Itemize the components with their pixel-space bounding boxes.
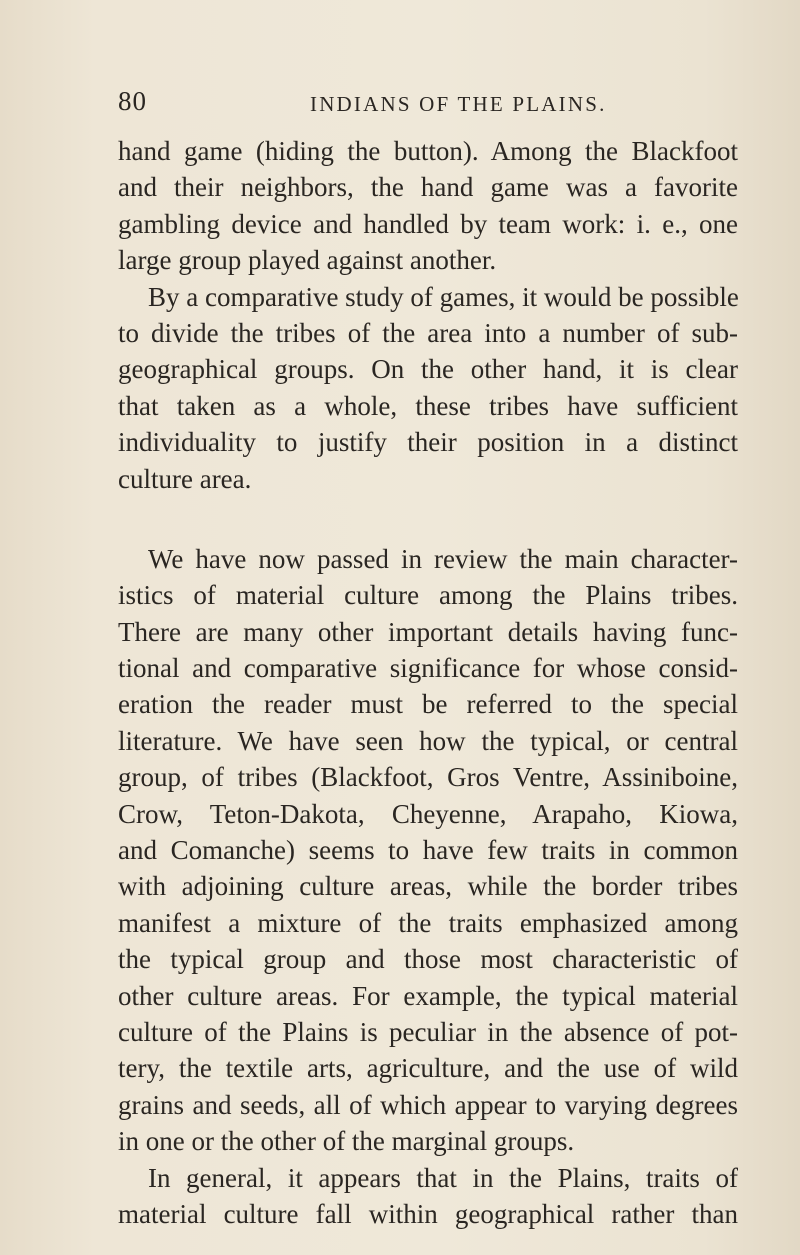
text-line: in one or the other of the marginal groups. bbox=[118, 1126, 575, 1157]
text-line: eration the reader must be referred to the special bbox=[118, 689, 738, 720]
paragraph bbox=[118, 133, 738, 279]
body-text bbox=[118, 133, 738, 1232]
text-line: material culture fall within geographical rather than bbox=[118, 1198, 738, 1229]
text-line: geographical groups. On the other hand, it is clear bbox=[118, 354, 738, 385]
text-line: hand game (hiding the button). Among the Blackfoot bbox=[118, 136, 738, 166]
text-line: individuality to justify their position in a distinct bbox=[118, 427, 738, 458]
page-number: 80 bbox=[118, 86, 147, 116]
running-title: INDIANS OF THE PLAINS. bbox=[310, 92, 607, 116]
paragraph bbox=[118, 279, 738, 497]
text-line: culture area. bbox=[118, 463, 252, 494]
text-line: group, of tribes (Blackfoot, Gros Ventre, Assiniboine, bbox=[118, 762, 738, 793]
text-line: We have now passed in review the main character- bbox=[148, 543, 738, 574]
text-line: tional and comparative significance for whose consid- bbox=[118, 653, 738, 684]
text-line: In general, it appears that in the Plains, traits of bbox=[148, 1162, 738, 1193]
text-line: gambling device and handled by team work: i. e., one bbox=[118, 208, 738, 239]
text-line: grains and seeds, all of which appear to varying degrees bbox=[118, 1089, 738, 1120]
running-head bbox=[118, 86, 738, 120]
text-line: and Comanche) seems to have few traits in common bbox=[118, 835, 738, 866]
text-line: istics of material culture among the Plains tribes. bbox=[118, 580, 738, 611]
text-line: There are many other important details having func- bbox=[118, 616, 738, 647]
text-line: culture of the Plains is peculiar in the absence of pot- bbox=[118, 1016, 738, 1047]
section-break bbox=[118, 497, 738, 541]
text-line: By a comparative study of games, it would be possible bbox=[148, 281, 739, 312]
text-line: with adjoining culture areas, while the border tribes bbox=[118, 871, 738, 902]
text-line: that taken as a whole, these tribes have sufficient bbox=[118, 390, 738, 421]
text-line: and their neighbors, the hand game was a favorite bbox=[118, 172, 738, 203]
text-line: literature. We have seen how the typical, or central bbox=[118, 725, 738, 756]
text-line: Crow, Teton-Dakota, Cheyenne, Arapaho, Kiowa, bbox=[118, 798, 738, 829]
paragraph bbox=[118, 541, 738, 1160]
text-line: to divide the tribes of the area into a number of sub- bbox=[118, 317, 738, 348]
text-line: large group played against another. bbox=[118, 245, 497, 276]
text-line: tery, the textile arts, agriculture, and the use of wild bbox=[118, 1053, 738, 1084]
paragraph bbox=[118, 1160, 738, 1233]
text-line: other culture areas. For example, the typical material bbox=[118, 980, 738, 1011]
text-line: the typical group and those most characteristic of bbox=[118, 944, 738, 975]
text-line: manifest a mixture of the traits emphasized among bbox=[118, 907, 738, 938]
